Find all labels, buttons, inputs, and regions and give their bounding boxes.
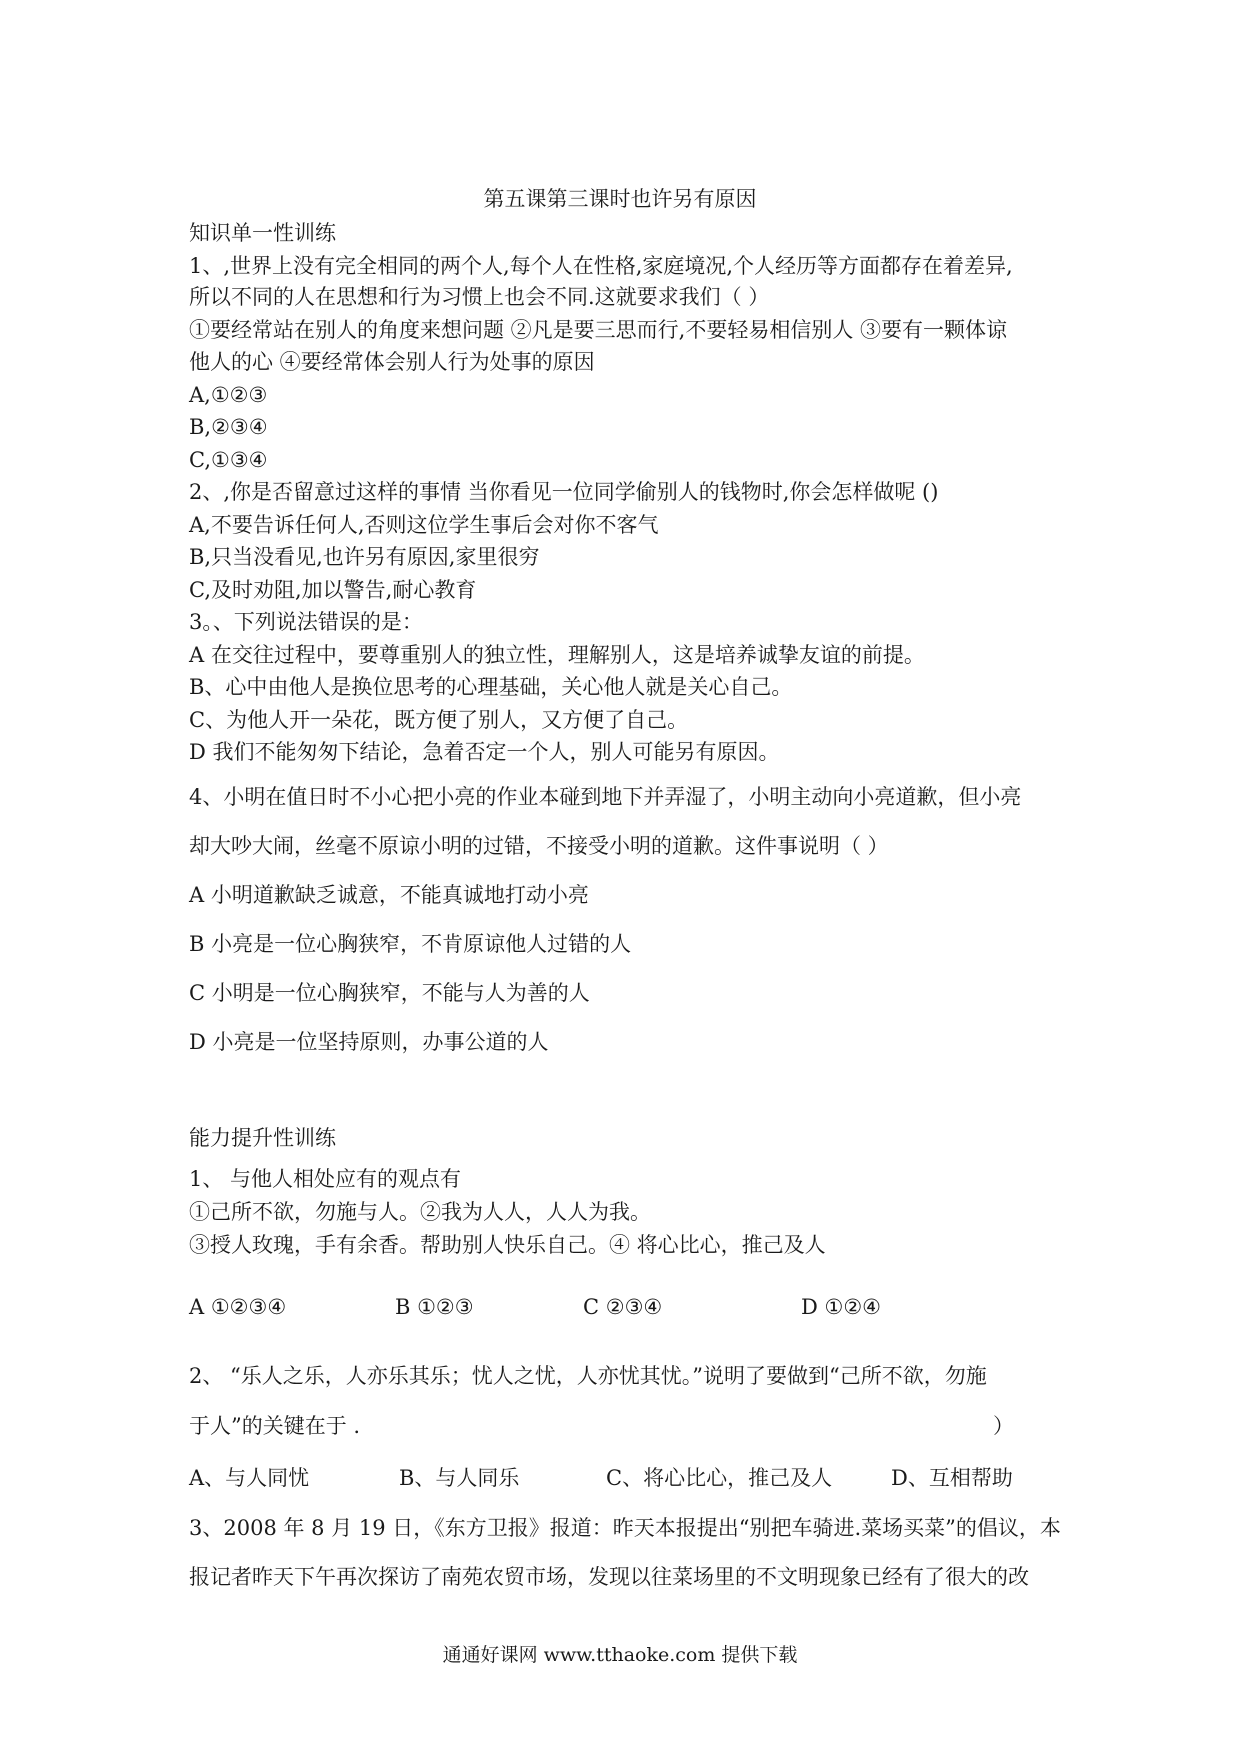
q1-option-a: A,①②③ [189, 383, 268, 407]
s2-q2-stem-line1: 2、 “乐人之乐，人亦乐其乐；忧人之忧，人亦忧其忧。”说明了要做到“己所不欲，勿施 [189, 1364, 987, 1388]
s2-q1-option-c: C ②③④ [583, 1295, 663, 1319]
s2-q2-option-a: A、与人同忧 [189, 1466, 310, 1490]
s2-q1-option-a: A ①②③④ [189, 1295, 287, 1319]
s2-q2-options [189, 1462, 1089, 1490]
q2-option-b: B,只当没看见,也许另有原因,家里很穷 [189, 545, 540, 569]
s2-q2-stem-line2-left: 于人”的关键在于 . [189, 1414, 361, 1438]
q4-option-c: C 小明是一位心胸狭窄，不能与人为善的人 [189, 981, 590, 1005]
q3-option-d: D 我们不能匆匆下结论，急着否定一个人，别人可能另有原因。 [189, 740, 780, 764]
q3-option-c: C、为他人开一朵花，既方便了别人，又方便了自己。 [189, 708, 689, 732]
s2-q2-option-c: C、将心比心，推己及人 [606, 1466, 833, 1490]
q1-stem-line1: 1、,世界上没有完全相同的两个人,每个人在性格,家庭境况,个人经历等方面都存在着差异, [189, 254, 1013, 278]
s2-q1-stem: 1、 与他人相处应有的观点有 [189, 1167, 462, 1191]
s2-q3-line2: 报记者昨天下午再次探访了南苑农贸市场，发现以往菜场里的不文明现象已经有了很大的改 [189, 1565, 1029, 1589]
q4-option-d: D 小亮是一位坚持原则，办事公道的人 [189, 1030, 549, 1054]
q1-statement-line1: ①要经常站在别人的角度来想问题 ②凡是要三思而行,不要轻易相信别人 ③要有一颗体谅 [189, 318, 1008, 342]
q3-option-b: B、心中由他人是换位思考的心理基础，关心他人就是关心自己。 [189, 675, 793, 699]
q3-option-a: A 在交往过程中，要尊重别人的独立性，理解别人，这是培养诚挚友谊的前提。 [189, 643, 925, 667]
s2-q2-option-b: B、与人同乐 [399, 1466, 520, 1490]
q1-option-b: B,②③④ [189, 415, 268, 439]
s2-q2-stem-line2-right: ） [993, 1414, 1014, 1438]
s2-q1-option-b: B ①②③ [395, 1295, 474, 1319]
section1-heading: 知识单一性训练 [189, 221, 336, 245]
s2-q1-option-d: D ①②④ [801, 1295, 881, 1319]
q1-option-c: C,①③④ [189, 448, 268, 472]
q4-option-a: A 小明道歉缺乏诚意，不能真诚地打动小亮 [189, 883, 589, 907]
q2-option-c: C,及时劝阻,加以警告,耐心教育 [189, 578, 477, 602]
q1-statement-line2: 他人的心 ④要经常体会别人行为处事的原因 [189, 350, 595, 374]
q2-option-a: A,不要告诉任何人,否则这位学生事后会对你不客气 [189, 513, 659, 537]
q4-stem-line1: 4、小明在值日时不小心把小亮的作业本碰到地下并弄湿了，小明主动向小亮道歉，但小亮 [189, 785, 1022, 809]
q3-stem: 3。、下列说法错误的是： [189, 610, 423, 634]
s2-q3-line1: 3、2008 年 8 月 19 日，《东方卫报》报道：昨天本报提出“别把车骑进.菜场买菜”的倡议，本 [189, 1516, 1061, 1540]
q4-option-b: B 小亮是一位心胸狭窄，不肯原谅他人过错的人 [189, 932, 632, 956]
q1-stem-line2: 所以不同的人在思想和行为习惯上也会不同.这就要求我们（ ） [189, 285, 770, 309]
q2-stem: 2、,你是否留意过这样的事情 当你看见一位同学偷别人的钱物时,你会怎样做呢 () [189, 480, 939, 504]
footer-credit: 通通好课网 www.tthaoke.com 提供下载 [442, 1644, 798, 1666]
q4-stem-line2: 却大吵大闹，丝毫不原谅小明的过错，不接受小明的道歉。这件事说明（ ） [189, 834, 889, 858]
s2-q2-option-d: D、互相帮助 [891, 1466, 1013, 1490]
page-title: 第五课第三课时也许另有原因 [483, 187, 757, 211]
s2-q1-statement-line2: ③授人玫瑰，手有余香。帮助别人快乐自己。④ 将心比心，推己及人 [189, 1233, 826, 1257]
s2-q1-options [189, 1295, 1089, 1323]
section2-heading: 能力提升性训练 [189, 1126, 336, 1150]
s2-q1-statement-line1: ①己所不欲，勿施与人。②我为人人，人人为我。 [189, 1200, 651, 1224]
